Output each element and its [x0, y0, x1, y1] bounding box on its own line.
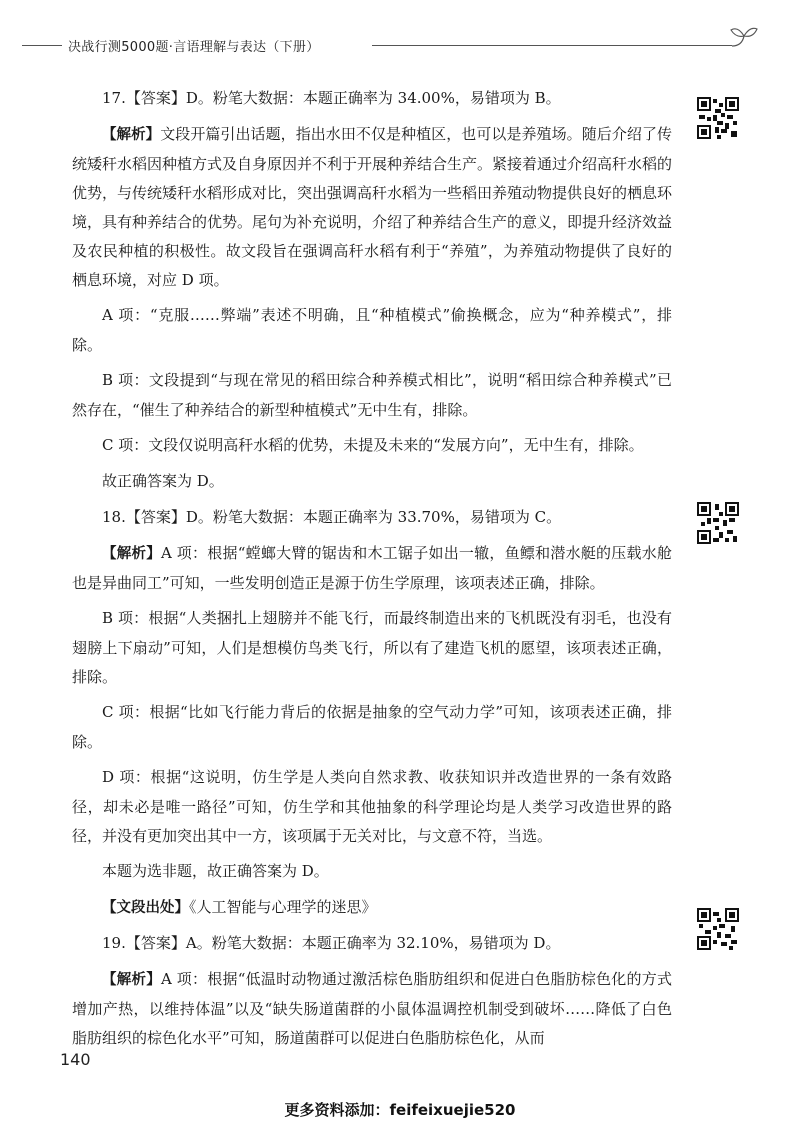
answer-17: 17.【答案】D。粉笔大数据：本题正确率为 34.00%，易错项为 B。 [102, 89, 561, 107]
footer-note: 更多资料添加：feifeixuejie520 [284, 1101, 516, 1119]
qr-code-icon[interactable] [697, 908, 739, 950]
option-b-18: B 项：根据“人类捆扎上翅膀并不能飞行，而最终制造出来的飞机既没有羽毛，也没有翅膀上下扇动”可知，人们是想模仿鸟类飞行，所以有了建造飞机的愿望，该项表述正确，排除。 [72, 609, 672, 686]
qr-code-icon[interactable] [697, 502, 739, 544]
option-a-17: A 项：“克服……弊端”表述不明确，且“种植模式”偷换概念，应为“种养模式”，排除。 [72, 306, 672, 354]
answer-19: 19.【答案】A。粉笔大数据：本题正确率为 32.10%，易错项为 D。 [102, 934, 561, 952]
qr-code-icon[interactable] [697, 97, 739, 139]
analysis-18: 【解析】A 项：根据“螳螂大臂的锯齿和木工锯子如出一辙，鱼鳔和潜水艇的压载水舱也是异曲同工”可知，一些发明创造正是源于仿生学原理，该项表述正确，排除。 [72, 544, 673, 592]
source-18: 【文段出处】《人工智能与心理学的迷思》 [102, 898, 377, 916]
answer-18: 18.【答案】D。粉笔大数据：本题正确率为 33.70%，易错项为 C。 [102, 508, 562, 526]
answer-explanations [72, 84, 672, 1059]
conclusion-18: 本题为选非题，故正确答案为 D。 [102, 862, 329, 880]
option-c-18: C 项：根据“比如飞行能力背后的依据是抽象的空气动力学”可知，该项表述正确，排除。 [72, 703, 672, 751]
header-rule-right [372, 45, 732, 46]
sprout-icon [728, 24, 760, 50]
analysis-17: 【解析】文段开篇引出话题，指出水田不仅是种植区，也可以是养殖场。随后介绍了传统矮秆水稻因种植方式及自身原因并不利于开展种养结合生产。紧接着通过介绍高秆水稻的优势，与传统矮秆水稻形成对比，突出强调高秆水稻为一些稻田养殖动物提供良好的栖息环境，具有种养结合的优势。尾句为补充说明，介绍了种养结合生产的意义，即提升经济效益及农民种植的积极性。故文段旨在强调高秆水稻有利于“养殖”，为养殖动物提供了良好的栖息环境，对应 D 项。 [72, 125, 673, 289]
book-title: 决战行测5000题·言语理解与表达（下册） [68, 40, 320, 55]
option-d-18: D 项：根据“这说明，仿生学是人类向自然求教、收获知识并改造世界的一条有效路径，却未必是唯一路径”可知，仿生学和其他抽象的科学理论均是人类学习改造世界的路径，并没有更加突出其中一方，该项属于无关对比，与文意不符，当选。 [72, 768, 672, 845]
option-c-17: C 项：文段仅说明高秆水稻的优势，未提及未来的“发展方向”，无中生有，排除。 [102, 436, 644, 454]
page-number: 140 [60, 1050, 91, 1069]
running-header [0, 32, 800, 60]
analysis-19: 【解析】A 项：根据“低温时动物通过激活棕色脂肪组织和促进白色脂肪棕色化的方式增加产热，以维持体温”以及“缺失肠道菌群的小鼠体温调控机制受到破坏……降低了白色脂肪组织的棕色化水平”可知，肠道菌群可以促进白色脂肪棕色化，从而 [72, 970, 673, 1047]
conclusion-17: 故正确答案为 D。 [102, 472, 224, 490]
option-b-17: B 项：文段提到“与现在常见的稻田综合种养模式相比”，说明“稻田综合种养模式”已然存在，“催生了种养结合的新型种植模式”无中生有，排除。 [72, 371, 672, 419]
header-rule-left [22, 45, 62, 46]
